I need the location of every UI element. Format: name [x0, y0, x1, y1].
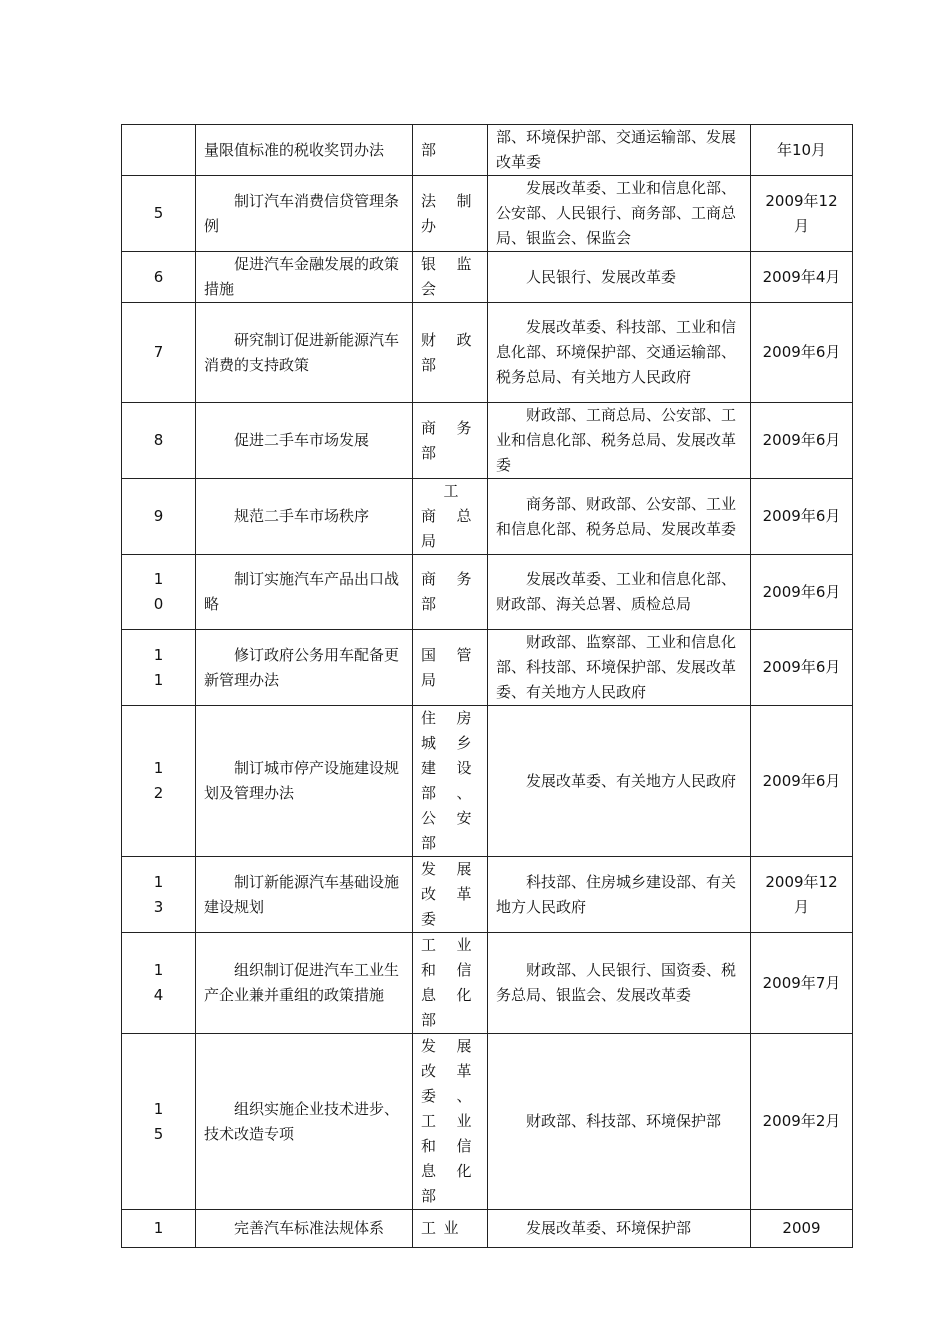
deadline-cell: 2009 — [751, 1210, 853, 1248]
task-cell: 研究制订促进新能源汽车消费的支持政策 — [196, 303, 413, 403]
task-cell: 制订汽车消费信贷管理条例 — [196, 176, 413, 252]
table-row — [122, 630, 853, 706]
table-row — [122, 1034, 853, 1210]
table-row — [122, 125, 853, 176]
table-row — [122, 555, 853, 630]
row-number: 11 — [122, 630, 196, 706]
table-row — [122, 857, 853, 933]
lead-dept-cell: 工商总局 — [413, 479, 488, 555]
row-number: 13 — [122, 857, 196, 933]
deadline-cell: 2009年12月 — [751, 857, 853, 933]
task-cell: 制订新能源汽车基础设施建设规划 — [196, 857, 413, 933]
coop-dept-cell: 部、环境保护部、交通运输部、发展改革委 — [488, 125, 751, 176]
task-cell: 制订实施汽车产品出口战略 — [196, 555, 413, 630]
deadline-cell: 2009年6月 — [751, 479, 853, 555]
table-row — [122, 706, 853, 857]
table-row — [122, 479, 853, 555]
task-cell: 组织制订促进汽车工业生产企业兼并重组的政策措施 — [196, 933, 413, 1034]
coop-dept-cell: 科技部、住房城乡建设部、有关地方人民政府 — [488, 857, 751, 933]
coop-dept-cell: 发展改革委、环境保护部 — [488, 1210, 751, 1248]
deadline-cell: 2009年4月 — [751, 252, 853, 303]
coop-dept-cell: 发展改革委、科技部、工业和信息化部、环境保护部、交通运输部、税务总局、有关地方人民政府 — [488, 303, 751, 403]
deadline-cell: 2009年6月 — [751, 403, 853, 479]
deadline-cell: 2009年6月 — [751, 706, 853, 857]
lead-dept-cell: 法制办 — [413, 176, 488, 252]
policy-table — [121, 124, 853, 1248]
coop-dept-cell: 商务部、财政部、公安部、工业和信息化部、税务总局、发展改革委 — [488, 479, 751, 555]
table-row — [122, 1210, 853, 1248]
task-cell: 组织实施企业技术进步、技术改造专项 — [196, 1034, 413, 1210]
table-row — [122, 403, 853, 479]
deadline-cell: 2009年6月 — [751, 555, 853, 630]
row-number: 10 — [122, 555, 196, 630]
deadline-cell: 2009年6月 — [751, 630, 853, 706]
table-row — [122, 303, 853, 403]
table-row — [122, 176, 853, 252]
lead-dept-cell: 工业 — [413, 1210, 488, 1248]
row-number: 8 — [122, 403, 196, 479]
task-cell: 完善汽车标准法规体系 — [196, 1210, 413, 1248]
deadline-cell: 年10月 — [751, 125, 853, 176]
coop-dept-cell: 人民银行、发展改革委 — [488, 252, 751, 303]
lead-dept-cell: 商务部 — [413, 555, 488, 630]
lead-dept-cell: 发展改革委、工业和信息化部 — [413, 1034, 488, 1210]
deadline-cell: 2009年6月 — [751, 303, 853, 403]
row-number: 15 — [122, 1034, 196, 1210]
row-number: 1 — [122, 1210, 196, 1248]
row-number: 12 — [122, 706, 196, 857]
coop-dept-cell: 财政部、人民银行、国资委、税务总局、银监会、发展改革委 — [488, 933, 751, 1034]
lead-dept-cell: 工业和信息化部 — [413, 933, 488, 1034]
lead-dept-cell: 国管局 — [413, 630, 488, 706]
lead-dept-cell: 发展改革委 — [413, 857, 488, 933]
task-cell: 量限值标准的税收奖罚办法 — [196, 125, 413, 176]
task-cell: 修订政府公务用车配备更新管理办法 — [196, 630, 413, 706]
lead-dept-cell: 商务部 — [413, 403, 488, 479]
task-cell: 规范二手车市场秩序 — [196, 479, 413, 555]
lead-dept-cell: 住房城乡建设部、公安部 — [413, 706, 488, 857]
deadline-cell: 2009年2月 — [751, 1034, 853, 1210]
row-number: 9 — [122, 479, 196, 555]
coop-dept-cell: 财政部、监察部、工业和信息化部、科技部、环境保护部、发展改革委、有关地方人民政府 — [488, 630, 751, 706]
task-cell: 制订城市停产设施建设规划及管理办法 — [196, 706, 413, 857]
row-number: 14 — [122, 933, 196, 1034]
row-number — [122, 125, 196, 176]
coop-dept-cell: 财政部、科技部、环境保护部 — [488, 1034, 751, 1210]
coop-dept-cell: 发展改革委、有关地方人民政府 — [488, 706, 751, 857]
row-number: 6 — [122, 252, 196, 303]
table-row — [122, 252, 853, 303]
table-row — [122, 933, 853, 1034]
task-cell: 促进汽车金融发展的政策措施 — [196, 252, 413, 303]
row-number: 5 — [122, 176, 196, 252]
coop-dept-cell: 发展改革委、工业和信息化部、公安部、人民银行、商务部、工商总局、银监会、保监会 — [488, 176, 751, 252]
deadline-cell: 2009年12月 — [751, 176, 853, 252]
lead-dept-cell: 财政部 — [413, 303, 488, 403]
lead-dept-cell: 银监会 — [413, 252, 488, 303]
coop-dept-cell: 财政部、工商总局、公安部、工业和信息化部、税务总局、发展改革委 — [488, 403, 751, 479]
coop-dept-cell: 发展改革委、工业和信息化部、财政部、海关总署、质检总局 — [488, 555, 751, 630]
task-cell: 促进二手车市场发展 — [196, 403, 413, 479]
deadline-cell: 2009年7月 — [751, 933, 853, 1034]
row-number: 7 — [122, 303, 196, 403]
lead-dept-cell: 部 — [413, 125, 488, 176]
